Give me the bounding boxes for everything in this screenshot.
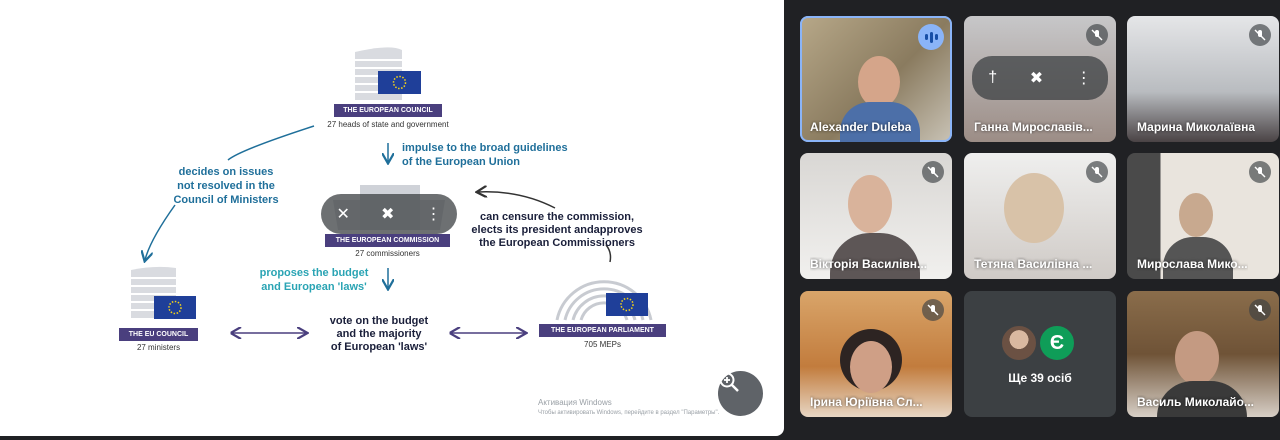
censure-text: can censure the commission, elects its president andapproves the European Commissioners bbox=[471, 211, 643, 249]
more-vert-icon[interactable]: ⋮ bbox=[1075, 70, 1092, 87]
european-commission-label: THE EUROPEAN COMMISSION bbox=[325, 234, 450, 247]
european-council-sub: 27 heads of state and government bbox=[327, 120, 449, 129]
participant-name: Тетяна Василівна ... bbox=[974, 257, 1093, 271]
mic-off-icon[interactable]: ✖ bbox=[1029, 70, 1044, 87]
more-participants-tile[interactable] bbox=[964, 291, 1116, 417]
mic-off-icon bbox=[922, 161, 944, 183]
windows-activation-watermark: Активация Windows Чтобы активировать Windows, перейдите в раздел "Параметры". bbox=[538, 398, 720, 416]
mic-off-icon bbox=[1086, 161, 1108, 183]
impulse-text: impulse to the broad guidelines of the European Union bbox=[402, 142, 568, 168]
pin-off-icon[interactable]: ✕ bbox=[336, 206, 350, 223]
mic-off-icon bbox=[1249, 299, 1271, 321]
participant-tile[interactable] bbox=[964, 16, 1116, 142]
pin-icon[interactable]: † bbox=[988, 69, 998, 86]
participant-tile[interactable] bbox=[800, 16, 952, 142]
participant-tile[interactable] bbox=[1127, 153, 1279, 279]
participant-name: Василь Миколайо... bbox=[1137, 395, 1254, 409]
participant-avatar: Є bbox=[1038, 324, 1076, 362]
more-participants-count: Ще 39 осіб bbox=[1008, 371, 1072, 385]
mic-off-icon bbox=[1086, 24, 1108, 46]
eu-flag-icon bbox=[378, 71, 421, 94]
participant-name: Ганна Мирославів... bbox=[974, 120, 1093, 134]
participant-video bbox=[858, 56, 900, 108]
vote-text: vote on the budget and the majority of European 'laws' bbox=[329, 315, 429, 353]
slide-overlay-controls bbox=[321, 194, 457, 234]
tile-overlay-controls bbox=[972, 56, 1108, 100]
participant-tile[interactable] bbox=[800, 153, 952, 279]
eu-council-sub: 27 ministers bbox=[136, 343, 181, 352]
participant-name: Марина Миколаївна bbox=[1137, 120, 1256, 134]
participant-name: Alexander Duleba bbox=[810, 120, 912, 134]
participant-name: Мирослава Мико... bbox=[1137, 257, 1248, 271]
participant-name: Ірина Юріївна Сл... bbox=[810, 395, 923, 409]
participant-tile[interactable] bbox=[1127, 291, 1279, 417]
european-commission-sub: 27 commissioners bbox=[355, 249, 420, 258]
decides-text: decides on issues not resolved in the Council of Ministers bbox=[173, 166, 279, 206]
european-parliament-label: THE EUROPEAN PARLIAMENT bbox=[539, 324, 666, 337]
mic-off-icon bbox=[1249, 161, 1271, 183]
mic-off-icon bbox=[922, 299, 944, 321]
participant-name: Вікторія Василівн... bbox=[810, 257, 928, 271]
zoom-in-icon bbox=[718, 371, 740, 393]
mic-off-icon[interactable]: ✖ bbox=[381, 206, 395, 223]
arrow-decides-bottom bbox=[145, 205, 175, 260]
zoom-in-button[interactable] bbox=[718, 371, 763, 416]
participant-tile[interactable] bbox=[800, 291, 952, 417]
european-council-label: THE EUROPEAN COUNCIL bbox=[334, 104, 442, 117]
participant-tile[interactable] bbox=[1127, 16, 1279, 142]
arrow-decides-top bbox=[228, 126, 314, 160]
arrow-censure bbox=[478, 192, 555, 208]
eu-flag-icon bbox=[606, 293, 648, 316]
participant-avatar bbox=[1000, 324, 1038, 362]
participant-tile[interactable] bbox=[964, 153, 1116, 279]
proposes-text: proposes the budget and European 'laws' bbox=[259, 267, 369, 293]
eu-flag-icon bbox=[154, 296, 196, 319]
speaking-indicator-icon bbox=[918, 24, 944, 50]
mic-off-icon bbox=[1249, 24, 1271, 46]
more-vert-icon[interactable]: ⋮ bbox=[425, 206, 442, 223]
eu-council-label: THE EU COUNCIL bbox=[119, 328, 198, 341]
european-parliament-sub: 705 MEPs bbox=[584, 340, 621, 349]
